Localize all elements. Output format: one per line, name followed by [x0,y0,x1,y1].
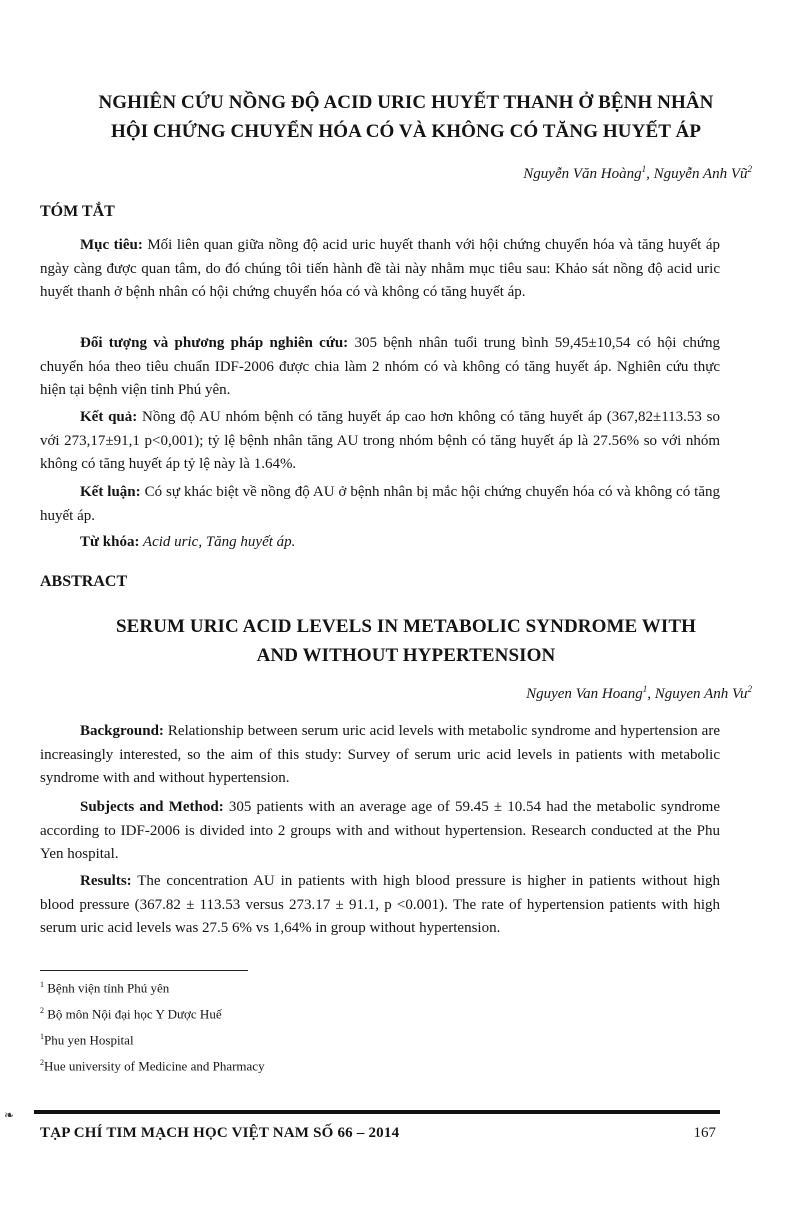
abstract-heading: ABSTRACT [40,573,128,590]
en-subjects-label: Subjects and Method: [80,799,224,815]
footnote-3-text: Phu yen Hospital [44,1032,134,1048]
vn-title-line-2: HỘI CHỨNG CHUYỂN HÓA CÓ VÀ KHÔNG CÓ TĂNG HUYẾT ÁP [110,121,702,142]
vn-author-sep: , [646,166,654,182]
vn-methods-text: 305 bệnh nhân tuổi trung bình 59,45±10,54 có hội chứng chuyển hóa theo tiêu chuẩn IDF-2006 được chia làm 2 nhóm có và không có tăng huyết áp. Nghiên cứu thực hiện tại bệnh viện tỉnh Phú yên. [40,335,721,398]
footer-journal: TẠP CHÍ TIM MẠCH HỌC VIỆT NAM SỐ 66 – 2014 [40,1125,400,1141]
en-title-line-2: AND WITHOUT HYPERTENSION [256,645,556,666]
footnote-2-text: Bộ môn Nội đại học Y Dược Huế [47,1006,222,1022]
footnote-1 [40,980,169,996]
en-authors [526,684,752,703]
footnote-2-sup: 2 [40,1006,44,1015]
vn-keywords-label: Từ khóa: [80,534,140,550]
footnote-1-text: Bệnh viện tỉnh Phú yên [47,980,170,996]
en-author-1: Nguyen Van Hoang [526,686,643,702]
vn-author-1: Nguyễn Văn Hoàng [523,166,642,182]
footnote-1-sup: 1 [40,980,44,989]
footnote-rule [40,970,248,971]
vn-title-line-1: NGHIÊN CỨU NỒNG ĐỘ ACID URIC HUYẾT THANH Ở BỆNH NHÂN [98,92,714,113]
vn-results-text: Nồng độ AU nhóm bệnh có tăng huyết áp cao hơn không có tăng huyết áp (367,82±113.53 so với 273,17±91,1 p<0,001); tỷ lệ bệnh nhân tăng AU trong nhóm bệnh có tăng huyết áp là 27.56% so với nhóm không có tăng huyết áp tỷ lệ này là 1.64%. [40,409,721,472]
vn-author-2-sup: 2 [747,164,752,174]
vn-conclusion-text: Có sự khác biệt về nồng độ AU ở bệnh nhân bị mắc hội chứng chuyển hóa có và không có tăng huyết áp. [40,484,720,524]
vn-results-label: Kết quả: [80,409,138,425]
vn-conclusion-label: Kết luận: [80,484,141,500]
vn-author-2: Nguyễn Anh Vũ [653,166,748,182]
footer-rule [34,1110,720,1114]
vn-keywords-paragraph [40,531,720,555]
en-results-paragraph [40,870,720,941]
vn-title [40,88,772,146]
vn-objective-text: Mối liên quan giữa nồng độ acid uric huyết thanh với hội chứng chuyển hóa và tăng huyết áp ngày càng được quan tâm, do đó chúng tôi tiến hành đề tài này nhằm mục tiêu sau: Khảo sát nồng độ acid uric huyết thanh ở bệnh nhân có hội chứng chuyển hóa có và không có tăng huyết áp. [40,237,720,300]
en-subjects-text: 305 patients with an average age of 59.45 ± 10.54 had the metabolic syndrome according to IDF-2006 is divided into 2 groups with and without hypertension. Research conducted at the Phu Yen hospital. [40,799,720,862]
margin-mark: ❧ [4,1108,15,1122]
vn-results-paragraph [40,406,720,477]
footnote-4-sup: 2 [40,1058,44,1067]
footnote-3-sup: 1 [40,1032,44,1041]
footnote-3 [40,1032,134,1048]
en-subjects-paragraph [40,796,720,867]
vn-keywords-text: Acid uric, Tăng huyết áp. [139,534,296,550]
footnote-4 [40,1058,265,1074]
en-author-1-sup: 1 [642,684,648,694]
page-number: 167 [693,1125,716,1141]
summary-heading: TÓM TẮT [40,203,115,220]
en-background-paragraph [40,720,720,791]
en-background-label: Background: [80,723,164,739]
vn-author-1-sup: 1 [641,164,647,174]
en-background-text: Relationship between serum uric acid levels with metabolic syndrome and hypertension are increasingly interested, so the aim of this study: Survey of serum uric acid levels in patients with metabolic syndrome with and without hypertension. [40,723,720,786]
vn-objective-label: Mục tiêu: [80,237,143,253]
en-title [40,612,772,670]
vn-methods-label: Đối tượng và phương pháp nghiên cứu: [80,335,349,351]
vn-conclusion-paragraph [40,481,720,528]
en-author-sep: , [647,686,655,702]
vn-authors [523,164,752,183]
en-results-label: Results: [80,873,132,889]
en-results-text: The concentration AU in patients with high blood pressure is higher in patients without high blood pressure (367.82 ± 113.53 versus 273.17 ± 91.1, p <0.001). The rate of hypertension patients with high serum uric acid levels was 27.5 6% vs 1,64% in group without hypertension. [40,873,720,936]
footnote-4-text: Hue university of Medicine and Pharmacy [44,1058,265,1074]
en-author-2-sup: 2 [747,684,752,694]
vn-objective-paragraph [40,234,720,305]
en-title-line-1: SERUM URIC ACID LEVELS IN METABOLIC SYNDROME WITH [115,616,697,637]
footnote-2 [40,1006,222,1022]
en-author-2: Nguyen Anh Vu [654,686,748,702]
vn-methods-paragraph [40,332,720,403]
